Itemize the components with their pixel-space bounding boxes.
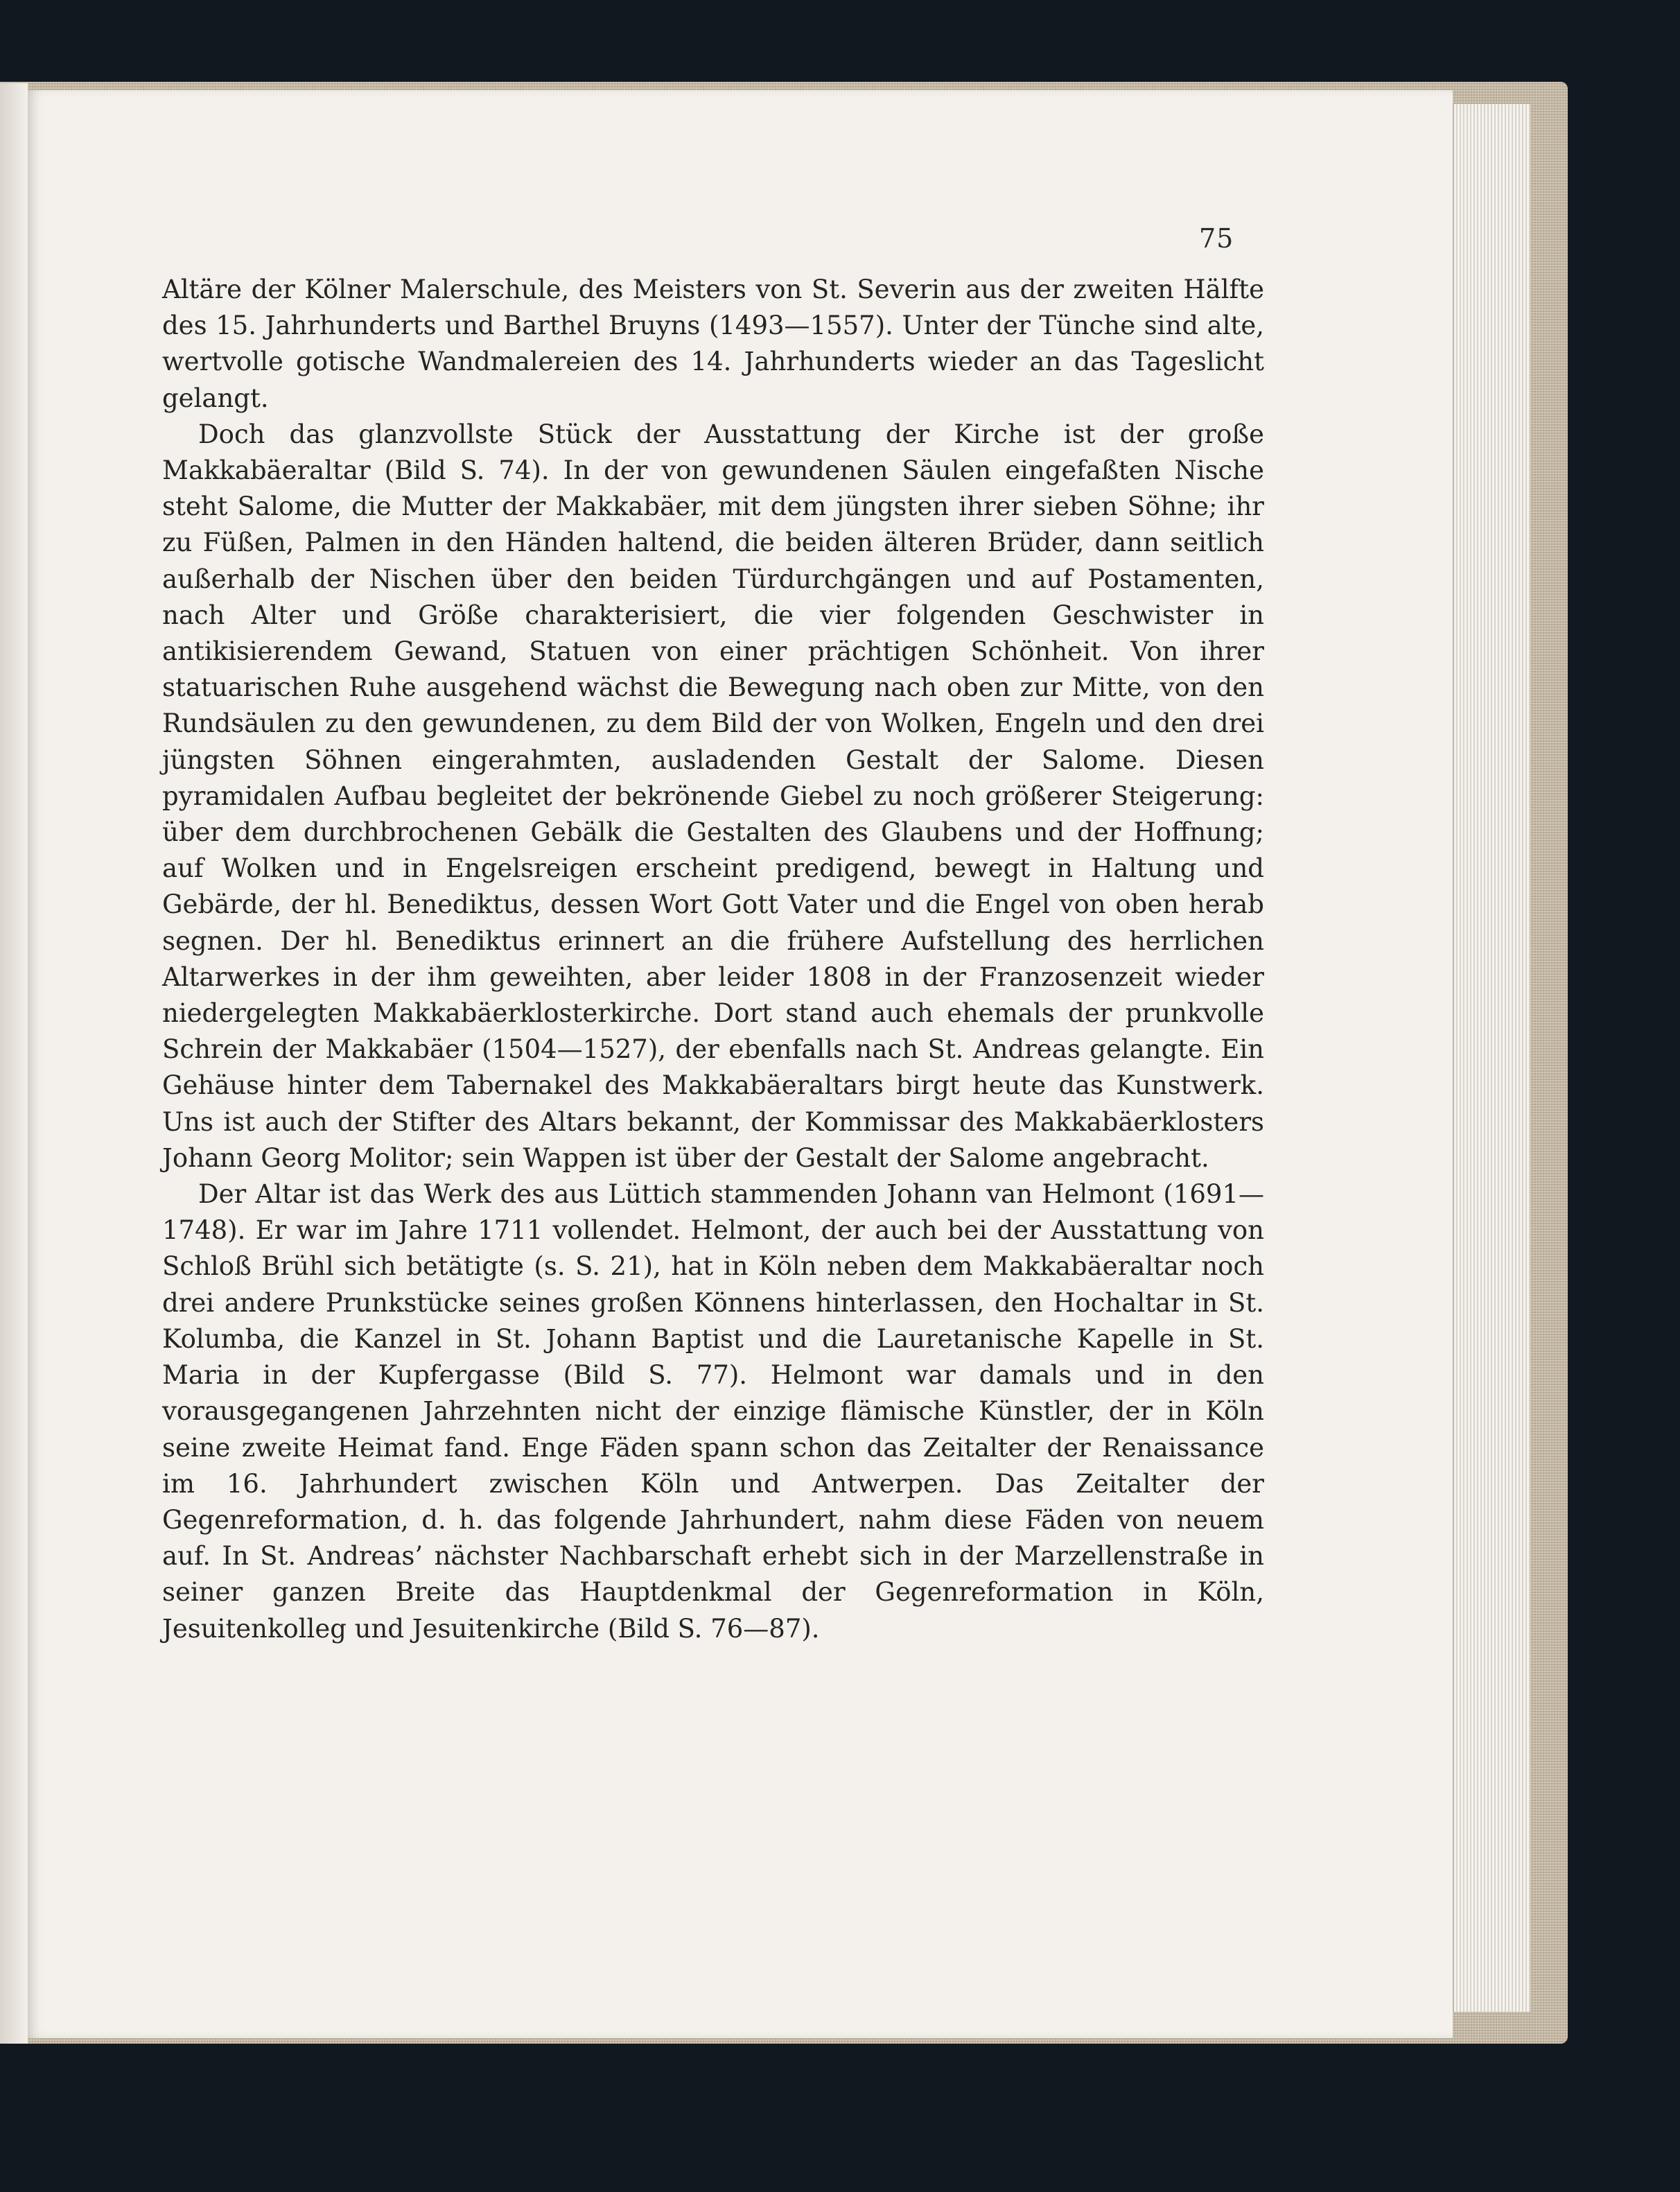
page-number: 75	[1199, 223, 1234, 254]
paragraph-1: Altäre der Kölner Malerschule, des Meisters von St. Severin aus der zweiten Hälfte des 15. Jahrhunderts und Barthel Bruyns (1493—1557). Unter der Tünche sind alte, wertvolle gotische Wandmalereien des 14. Jahrhunderts wieder an das Tageslicht gelangt.	[162, 275, 1264, 413]
body-text	[162, 272, 1264, 1647]
paragraph-2: Doch das glanzvollste Stück der Ausstattung der Kirche ist der große Makkabäeraltar (Bild S. 74). In der von gewundenen Säulen eingefaßten Nische steht Salome, die Mutter der Makkabäer, mit dem jüngsten ihrer sieben Söhne; ihr zu Füßen, Palmen in den Händen haltend, die beiden älteren Brüder, dann seitlich außerhalb der Nischen über den beiden Türdurchgängen und auf Postamenten, nach Alter und Größe charakterisiert, die vier folgenden Geschwister in antikisierendem Gewand, Statuen von einer prächtigen Schönheit. Von ihrer statuarischen Ruhe ausgehend wächst die Bewegung nach oben zur Mitte, von den Rundsäulen zu den gewundenen, zu dem Bild der von Wolken, Engeln und den drei jüngsten Söhnen eingerahmten, ausladenden Gestalt der Salome. Diesen pyramidalen Aufbau begleitet der bekrönende Giebel zu noch größerer Steigerung: über dem durchbrochenen Gebälk die Gestalten des Glaubens und der Hoffnung; auf Wolken und in Engelsreigen erscheint predigend, bewegt in Haltung und Gebärde, der hl. Benediktus, dessen Wort Gott Vater und die Engel von oben herab segnen. Der hl. Benediktus erinnert an die frühere Aufstellung des herrlichen Altarwerkes in der ihm geweihten, aber leider 1808 in der Franzosenzeit wieder niedergelegten Makkabäerklosterkirche. Dort stand auch ehemals der prunkvolle Schrein der Makkabäer (1504—1527), der ebenfalls nach St. Andreas gelangte. Ein Gehäuse hinter dem Tabernakel des Makkabäeraltars birgt heute das Kunstwerk. Uns ist auch der Stifter des Altars bekannt, der Kommissar des Makkabäerklosters Johann Georg Molitor; sein Wappen ist über der Gestalt der Salome angebracht.	[162, 419, 1264, 1173]
book-page	[28, 90, 1453, 2038]
facing-page-edge	[0, 83, 28, 2044]
page-stack-edge	[1453, 104, 1530, 2012]
paragraph-3: Der Altar ist das Werk des aus Lüttich stammenden Johann van Helmont (1691—1748). Er war im Jahre 1711 vollendet. Helmont, der auch bei der Ausstattung von Schloß Brühl sich betätigte (s. S. 21), hat in Köln neben dem Makkabäeraltar noch drei andere Prunkstücke seines großen Könnens hinterlassen, den Hochaltar in St. Kolumba, die Kanzel in St. Johann Baptist und die Lauretanische Kapelle in St. Maria in der Kupfergasse (Bild S. 77). Helmont war damals und in den vorausgegangenen Jahrzehnten nicht der einzige flämische Künstler, der in Köln seine zweite Heimat fand. Enge Fäden spann schon das Zeitalter der Renaissance im 16. Jahrhundert zwischen Köln und Antwerpen. Das Zeitalter der Gegenreformation, d. h. das folgende Jahrhundert, nahm diese Fäden von neuem auf. In St. Andreas’ nächster Nachbarschaft erhebt sich in der Marzellenstraße in seiner ganzen Breite das Hauptdenkmal der Gegenreformation in Köln, Jesuitenkolleg und Jesuitenkirche (Bild S. 76—87).	[162, 1179, 1264, 1644]
